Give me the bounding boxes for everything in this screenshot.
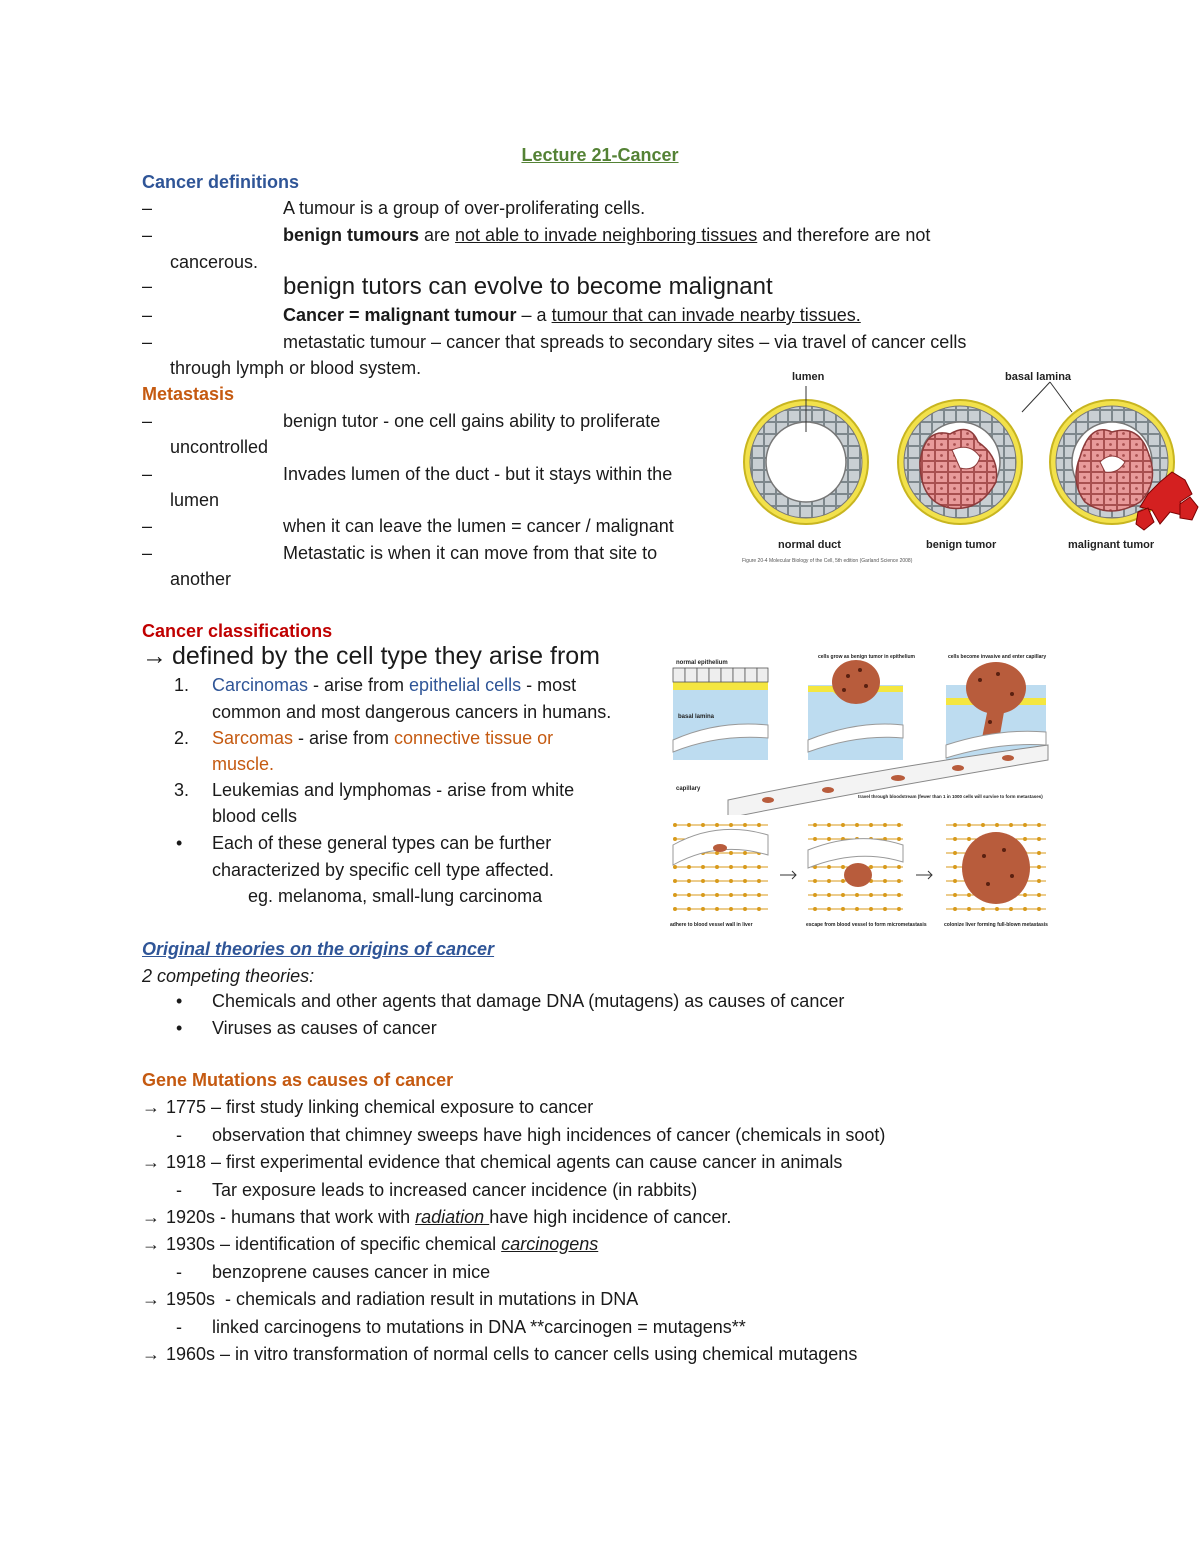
label-lumen: lumen xyxy=(792,371,825,383)
arrow-icon: → xyxy=(142,1097,160,1117)
arrow-icon: → xyxy=(142,1289,160,1309)
text-fragment: are xyxy=(419,225,456,245)
definition-continuation: through lymph or blood system. xyxy=(170,358,422,378)
text-fragment: have high incidence of cancer. xyxy=(489,1207,732,1227)
dash: – xyxy=(142,516,153,536)
dash: - xyxy=(176,1317,182,1337)
theory-item: Chemicals and other agents that damage DNA (mutagens) as causes of cancer xyxy=(212,991,845,1011)
text-fragment: - most xyxy=(521,675,577,695)
timeline-detail: observation that chimney sweeps have high incidences of cancer (chemicals in soot) xyxy=(212,1125,886,1145)
metastasis-continuation: another xyxy=(170,569,232,589)
classification-item xyxy=(212,728,553,749)
label-adhere: adhere to blood vessel wall in liver xyxy=(670,922,753,928)
dash: – xyxy=(142,198,153,218)
section-heading-classifications: Cancer classifications xyxy=(142,621,333,641)
section-heading-metastasis: Metastasis xyxy=(142,384,235,404)
definition-continuation: cancerous. xyxy=(170,252,259,272)
term-epithelial: epithelial cells xyxy=(409,675,522,695)
text-fragment: – a xyxy=(516,305,552,325)
text-fragment: 1930s – identification of specific chemical xyxy=(166,1234,502,1254)
metastasis-continuation: lumen xyxy=(170,490,220,510)
figure-credit: Figure 20-4 Molecular Biology of the Cell, 5th edition (Garland Science 2008) xyxy=(742,558,913,564)
panel-escape xyxy=(808,815,903,915)
timeline-entry xyxy=(166,1234,598,1255)
bullet: • xyxy=(176,1018,183,1038)
term-carcinogens: carcinogens xyxy=(501,1234,599,1254)
term-connective: connective tissue or xyxy=(394,728,554,748)
dash: – xyxy=(142,411,153,431)
term-sarcomas: Sarcomas xyxy=(212,728,294,748)
text-fragment: and therefore are not xyxy=(757,225,931,245)
timeline-entry: 1960s – in vitro transformation of normal cells to cancer cells using chemical mutagens xyxy=(166,1344,858,1364)
list-number: 2. xyxy=(174,728,190,748)
timeline-entry xyxy=(166,1207,731,1228)
definition-line: metastatic tumour – cancer that spreads to secondary sites – via travel of cancer cells xyxy=(283,332,967,352)
definition-line xyxy=(283,305,861,326)
timeline-detail: linked carcinogens to mutations in DNA **carcinogen = mutagens** xyxy=(212,1317,746,1337)
label-basal-lamina: basal lamina xyxy=(678,714,715,720)
definition-line: A tumour is a group of over-proliferating cells. xyxy=(283,198,646,218)
panel-colonize xyxy=(946,815,1046,915)
arrow-icon: → xyxy=(142,1234,160,1254)
dash: - xyxy=(176,1125,182,1145)
label-colonize: colonize liver forming full-blown metastasis xyxy=(944,922,1048,928)
label-benign-growth: cells grow as benign tumor in epithelium xyxy=(818,654,915,660)
classification-continuation: muscle. xyxy=(212,754,275,774)
classification-continuation: common and most dangerous cancers in humans. xyxy=(212,702,612,722)
underlined-text: tumour that can invade nearby tissues. xyxy=(551,305,861,325)
text-fragment: 1920s - humans that work with xyxy=(166,1207,416,1227)
duct-tumor-figure xyxy=(740,362,1200,572)
panel-benign-growth xyxy=(808,660,903,760)
dash: – xyxy=(142,464,153,484)
dash: – xyxy=(142,276,153,296)
section-heading-mutations: Gene Mutations as causes of cancer xyxy=(142,1070,454,1090)
arrow-icon: → xyxy=(142,1207,160,1227)
metastasis-process-figure xyxy=(668,650,1058,940)
term-radiation: radiation xyxy=(415,1207,490,1227)
list-number: 1. xyxy=(174,675,190,695)
dash: - xyxy=(176,1262,182,1282)
classification-intro: defined by the cell type they arise from xyxy=(172,642,601,670)
theories-subheading: 2 competing theories: xyxy=(142,966,315,986)
label-travel: travel through bloodstream (fewer than 1 in 1000 cells will survive to form metastases) xyxy=(858,794,1043,799)
metastasis-line: benign tutor - one cell gains ability to proliferate xyxy=(283,411,661,431)
theory-item: Viruses as causes of cancer xyxy=(212,1018,437,1038)
label-escape: escape from blood vessel to form micrometastasis xyxy=(806,922,927,928)
bullet: • xyxy=(176,833,183,853)
list-number: 3. xyxy=(174,780,190,800)
classification-continuation: characterized by specific cell type affected. xyxy=(212,860,554,880)
timeline-entry: 1918 – first experimental evidence that chemical agents can cause cancer in animals xyxy=(166,1152,843,1172)
section-heading-definitions: Cancer definitions xyxy=(142,172,300,192)
term-carcinomas: Carcinomas xyxy=(212,675,309,695)
arrow-icon: → xyxy=(142,642,167,670)
benign-tumor-drawing xyxy=(898,400,1022,524)
section-heading-theories: Original theories on the origins of cancer xyxy=(142,939,495,959)
panel-invasive xyxy=(946,662,1046,760)
label-normal-epithelium: normal epithelium xyxy=(676,660,728,666)
underlined-text: not able to invade neighboring tissues xyxy=(455,225,758,245)
metastasis-line: when it can leave the lumen = cancer / malignant xyxy=(283,516,674,536)
dash: – xyxy=(142,543,153,563)
page-title: Lecture 21-Cancer xyxy=(521,145,679,165)
timeline-entry: 1775 – first study linking chemical exposure to cancer xyxy=(166,1097,594,1117)
bullet: • xyxy=(176,991,183,1011)
classification-item: Leukemias and lymphomas - arise from white xyxy=(212,780,575,800)
text-fragment: - arise from xyxy=(308,675,410,695)
timeline-entry: 1950s - chemicals and radiation result in mutations in DNA xyxy=(166,1289,639,1309)
metastasis-continuation: uncontrolled xyxy=(170,437,269,457)
dash: – xyxy=(142,332,153,352)
bold-term: benign tumours xyxy=(283,225,419,245)
malignant-tumor-drawing xyxy=(1050,400,1198,530)
panel-adhere xyxy=(673,815,768,915)
timeline-detail: Tar exposure leads to increased cancer incidence (in rabbits) xyxy=(212,1180,698,1200)
bold-term: Cancer = malignant tumour xyxy=(283,305,517,325)
label-normal-duct: normal duct xyxy=(778,539,841,551)
definition-line xyxy=(283,225,930,246)
label-capillary: capillary xyxy=(676,786,701,792)
text-fragment: - arise from xyxy=(293,728,395,748)
classification-example: eg. melanoma, small-lung carcinoma xyxy=(248,886,543,906)
metastasis-line: Invades lumen of the duct - but it stays within the xyxy=(283,464,673,484)
label-benign-tumor: benign tumor xyxy=(926,539,997,551)
dash: – xyxy=(142,305,153,325)
classification-item: Each of these general types can be further xyxy=(212,833,552,853)
classification-item xyxy=(212,675,576,696)
timeline-detail: benzoprene causes cancer in mice xyxy=(212,1262,491,1282)
definition-line-large: benign tutors can evolve to become malignant xyxy=(283,273,773,300)
normal-duct-drawing xyxy=(744,386,868,524)
dash: - xyxy=(176,1180,182,1200)
label-basal-lamina: basal lamina xyxy=(1005,371,1072,383)
label-malignant-tumor: malignant tumor xyxy=(1068,539,1155,551)
classification-continuation: blood cells xyxy=(212,806,298,826)
arrow-icon: → xyxy=(142,1344,160,1364)
label-invasive: cells become invasive and enter capillary xyxy=(948,654,1047,660)
metastasis-line: Metastatic is when it can move from that site to xyxy=(283,543,658,563)
arrow-icon: → xyxy=(142,1152,160,1172)
dash: – xyxy=(142,225,153,245)
